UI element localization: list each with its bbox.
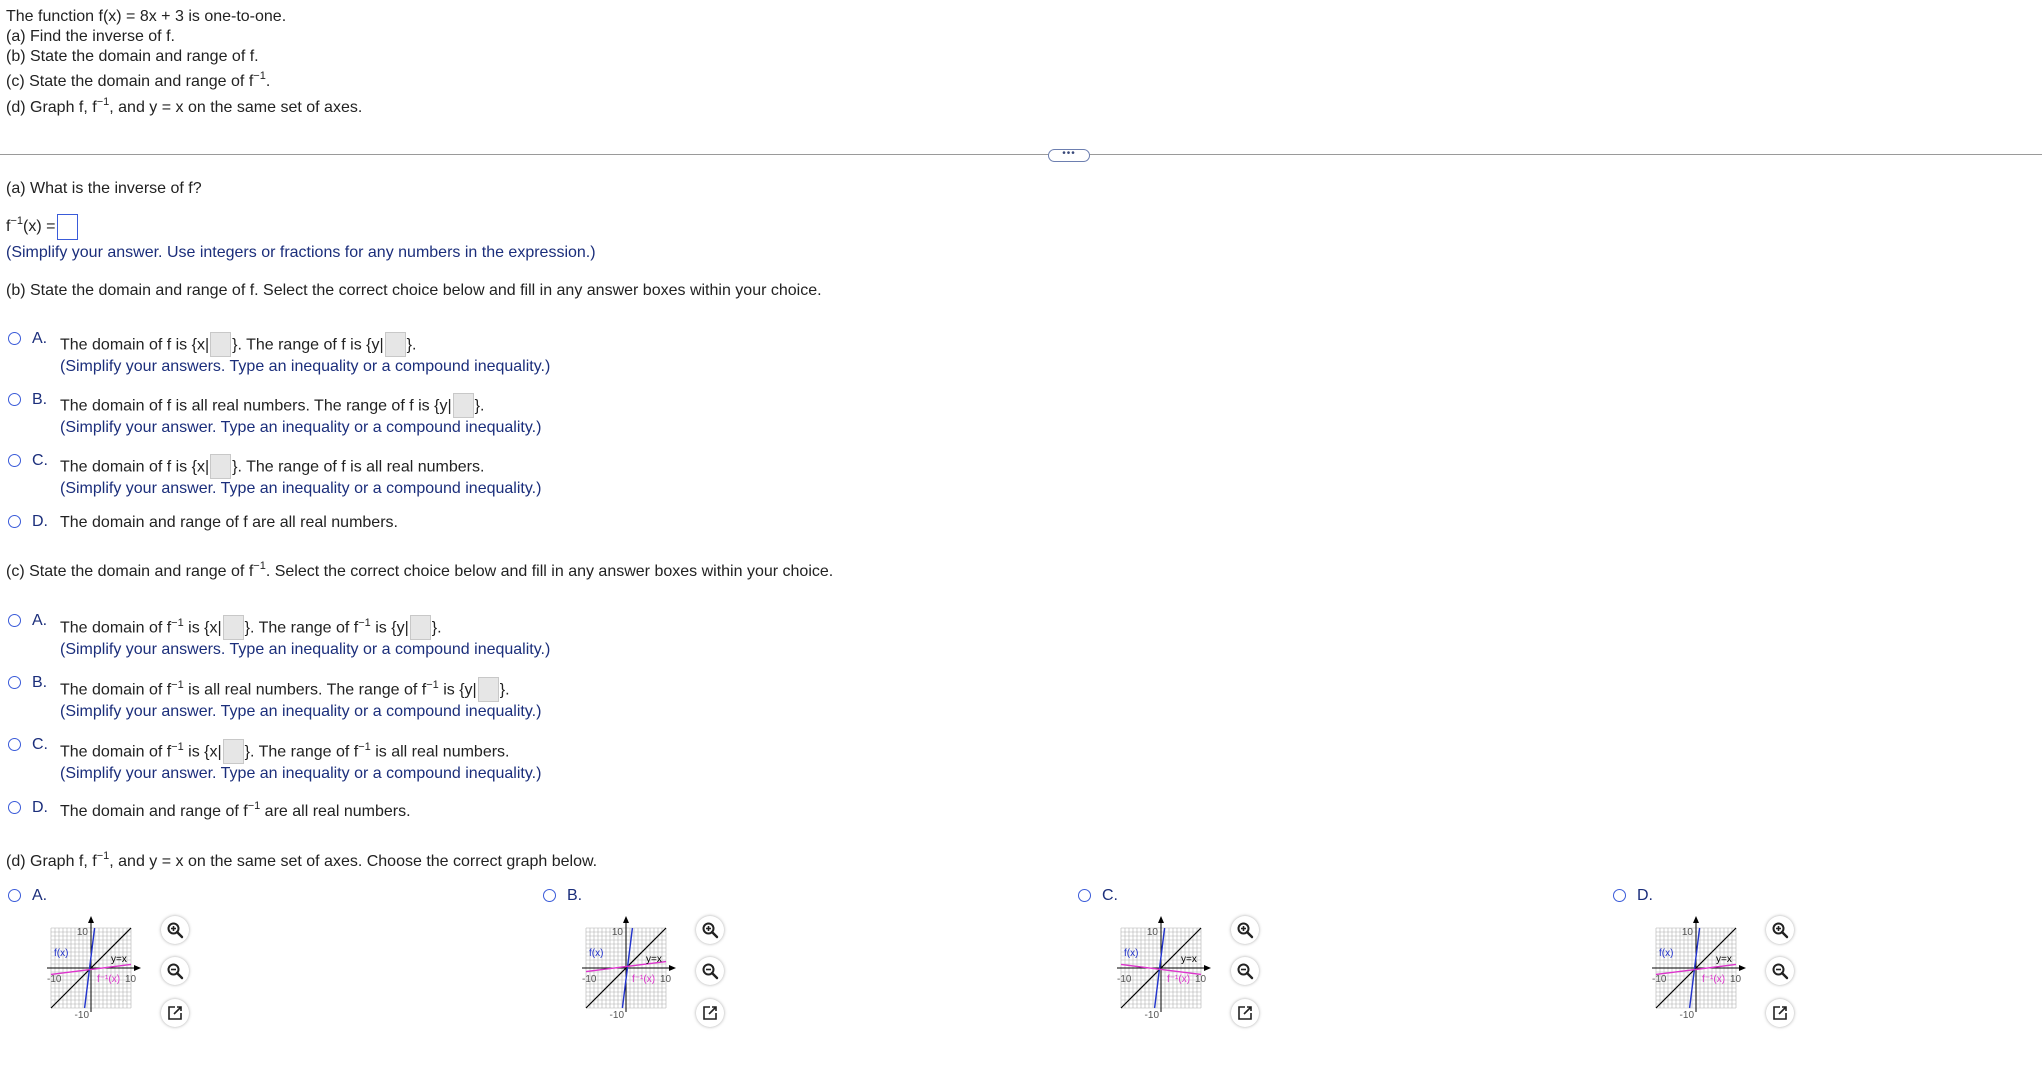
part-b-letter-b: B. xyxy=(32,391,48,408)
range-input[interactable] xyxy=(478,677,499,702)
choice-text: is {x| xyxy=(183,619,222,637)
superscript: −1 xyxy=(358,616,371,629)
zoom-in-icon-glyph xyxy=(1236,921,1254,939)
choice-text: The domain and range of f xyxy=(60,803,248,820)
part-c-letter-a: A. xyxy=(32,612,48,629)
y-arrow xyxy=(1693,916,1699,923)
part-c-radio-c[interactable] xyxy=(8,738,21,751)
choice-text: are all real numbers. xyxy=(260,803,411,820)
part-b-choice-c xyxy=(60,455,484,480)
domain-input[interactable] xyxy=(210,454,231,479)
tick-label-left: -10 xyxy=(47,974,62,985)
part-a-question: (a) What is the inverse of f? xyxy=(6,180,202,197)
part-b-radio-a[interactable] xyxy=(8,332,21,345)
open-new-window-icon[interactable] xyxy=(1766,999,1794,1027)
domain-input[interactable] xyxy=(223,739,244,764)
superscript: −1 xyxy=(253,70,266,82)
choice-text: is {y| xyxy=(370,619,409,637)
prompt-text: , and y = x on the same set of axes. Choose the correct graph below. xyxy=(109,853,598,870)
label-f-inverse: f⁻¹(x) xyxy=(632,974,656,985)
open-new-window-icon[interactable] xyxy=(1231,999,1259,1027)
problem-line-5-text: (d) Graph f, f xyxy=(6,99,97,116)
part-c-radio-a[interactable] xyxy=(8,614,21,627)
zoom-out-icon[interactable] xyxy=(696,957,724,985)
tick-label-right: 10 xyxy=(1195,974,1207,985)
problem-line-4-end: . xyxy=(265,73,271,90)
part-b-choice-c-hint: (Simplify your answer. Type an inequality or a compound inequality.) xyxy=(60,480,542,497)
graph-radio-3[interactable] xyxy=(1613,889,1626,902)
part-b-radio-d[interactable] xyxy=(8,515,21,528)
magnifier-handle xyxy=(1247,932,1252,937)
part-b-radio-b[interactable] xyxy=(8,393,21,406)
window-arrow xyxy=(709,1007,716,1014)
magnifier-handle xyxy=(1247,973,1252,978)
zoom-in-icon[interactable] xyxy=(161,916,189,944)
superscript: −1 xyxy=(253,560,266,572)
part-c-radio-d[interactable] xyxy=(8,801,21,814)
prompt-text: (c) State the domain and range of f xyxy=(6,563,254,580)
choice-text: is all real numbers. xyxy=(370,743,510,761)
zoom-in-icon[interactable] xyxy=(1231,916,1259,944)
graph-radio-2[interactable] xyxy=(1078,889,1091,902)
choice-text: The domain of f xyxy=(60,743,172,761)
label-y-equals-x: y=x xyxy=(1181,954,1197,965)
tick-label-bottom: -10 xyxy=(1679,1010,1694,1021)
zoom-out-icon[interactable] xyxy=(161,957,189,985)
zoom-in-icon-glyph xyxy=(166,921,184,939)
answer-label-f: f xyxy=(6,218,11,236)
x-arrow xyxy=(1739,965,1746,971)
problem-line-2: (a) Find the inverse of f. xyxy=(6,28,175,45)
magnifier-handle xyxy=(177,932,182,937)
magnifier-handle xyxy=(177,973,182,978)
y-arrow xyxy=(1158,916,1164,923)
superscript: −1 xyxy=(171,740,184,753)
problem-line-5-end: , and y = x on the same set of axes. xyxy=(109,99,363,116)
part-b-choice-b xyxy=(60,394,484,419)
part-a-answer-row xyxy=(6,214,78,240)
problem-line-5 xyxy=(6,96,363,117)
prompt-text: (d) Graph f, f xyxy=(6,853,97,870)
part-b-choice-a-hint: (Simplify your answers. Type an inequality or a compound inequality.) xyxy=(60,358,551,375)
zoom-out-icon-glyph xyxy=(1236,962,1254,980)
part-b-letter-d: D. xyxy=(32,513,48,530)
choice-text: }. The range of f xyxy=(244,743,359,761)
choice-text: }. The range of f is {y| xyxy=(232,336,384,354)
range-input[interactable] xyxy=(410,615,431,640)
label-y-equals-x: y=x xyxy=(111,954,127,965)
y-arrow xyxy=(623,916,629,923)
choice-text: }. xyxy=(474,397,485,415)
choice-text: }. xyxy=(499,681,510,699)
range-input[interactable] xyxy=(385,332,406,357)
magnifier-handle xyxy=(1782,932,1787,937)
tick-label-bottom: -10 xyxy=(1144,1010,1159,1021)
domain-input[interactable] xyxy=(223,615,244,640)
graph-thumbnail[interactable] xyxy=(36,913,146,1023)
choice-text: is {x| xyxy=(183,743,222,761)
tick-label-bottom: -10 xyxy=(609,1010,624,1021)
tick-label-bottom: -10 xyxy=(74,1010,89,1021)
label-y-equals-x: y=x xyxy=(646,954,662,965)
part-c-choice-b xyxy=(60,678,510,703)
choice-text: The domain of f is {x| xyxy=(60,458,210,476)
graph-letter: B. xyxy=(567,887,583,904)
label-f: f(x) xyxy=(54,948,69,959)
tick-label-top: 10 xyxy=(1681,927,1693,938)
answer-label-x: (x) = xyxy=(23,218,56,236)
part-c-choice-a xyxy=(60,616,442,641)
y-arrow xyxy=(88,916,94,923)
part-c-choice-b-hint: (Simplify your answer. Type an inequality or a compound inequality.) xyxy=(60,703,542,720)
prompt-text: . Select the correct choice below and fill in any answer boxes within your choice. xyxy=(265,563,834,580)
problem-line-4 xyxy=(6,70,271,91)
zoom-out-icon-glyph xyxy=(701,962,719,980)
choice-text: The domain of f is all real numbers. The range of f is {y| xyxy=(60,397,452,415)
tick-label-top: 10 xyxy=(76,927,88,938)
part-c-letter-b: B. xyxy=(32,674,48,691)
superscript: −1 xyxy=(426,678,439,691)
tick-label-right: 10 xyxy=(1730,974,1742,985)
superscript: −1 xyxy=(358,740,371,753)
x-arrow xyxy=(134,965,141,971)
graph-letter: D. xyxy=(1637,887,1653,904)
tick-label-right: 10 xyxy=(125,974,137,985)
choice-text: is {y| xyxy=(438,681,477,699)
open-new-window-icon[interactable] xyxy=(696,999,724,1027)
part-c-choice-d xyxy=(60,800,411,821)
open-new-window-icon-glyph xyxy=(1236,1004,1254,1022)
choice-text: The domain of f xyxy=(60,681,172,699)
zoom-in-icon-glyph xyxy=(1771,921,1789,939)
choice-text: }. The range of f xyxy=(244,619,359,637)
divider xyxy=(0,154,2042,155)
magnifier-handle xyxy=(712,932,717,937)
zoom-in-icon[interactable] xyxy=(696,916,724,944)
part-c-prompt xyxy=(6,560,834,581)
zoom-in-icon[interactable] xyxy=(1766,916,1794,944)
part-c-choice-c xyxy=(60,740,510,765)
graph-radio-1[interactable] xyxy=(543,889,556,902)
x-arrow xyxy=(1204,965,1211,971)
magnifier-handle xyxy=(1782,973,1787,978)
tick-label-left: -10 xyxy=(1652,974,1667,985)
zoom-out-icon[interactable] xyxy=(1231,957,1259,985)
choice-text: }. xyxy=(431,619,442,637)
window-arrow xyxy=(1244,1007,1251,1014)
superscript: −1 xyxy=(247,800,261,812)
choice-text: is all real numbers. The range of f xyxy=(183,681,427,699)
part-b-letter-c: C. xyxy=(32,452,48,469)
zoom-out-icon-glyph xyxy=(166,962,184,980)
label-f-inverse: f⁻¹(x) xyxy=(1702,974,1726,985)
part-c-letter-c: C. xyxy=(32,736,48,753)
label-f: f(x) xyxy=(1659,948,1674,959)
choice-text: The domain of f xyxy=(60,619,172,637)
choice-text: }. xyxy=(406,336,417,354)
part-b-choice-a xyxy=(60,333,416,358)
tick-label-left: -10 xyxy=(582,974,597,985)
part-b-letter-a: A. xyxy=(32,330,48,347)
domain-input[interactable] xyxy=(210,332,231,357)
graph-letter: A. xyxy=(32,887,48,904)
more-button[interactable]: ••• xyxy=(1048,149,1090,162)
magnifier-handle xyxy=(712,973,717,978)
label-f-inverse: f⁻¹(x) xyxy=(1167,974,1191,985)
inverse-answer-input[interactable] xyxy=(57,214,78,240)
part-c-choice-c-hint: (Simplify your answer. Type an inequality or a compound inequality.) xyxy=(60,765,542,782)
part-a-hint: (Simplify your answer. Use integers or fractions for any numbers in the expression.) xyxy=(6,244,596,261)
choice-text: The domain of f is {x| xyxy=(60,336,210,354)
problem-line-3: (b) State the domain and range of f. xyxy=(6,48,259,65)
part-c-choice-a-hint: (Simplify your answers. Type an inequality or a compound inequality.) xyxy=(60,641,551,658)
graph-thumbnail[interactable] xyxy=(1641,913,1751,1023)
label-f-inverse: f⁻¹(x) xyxy=(97,974,121,985)
superscript: −1 xyxy=(10,215,23,228)
choice-text: }. The range of f is all real numbers. xyxy=(232,458,485,476)
zoom-out-icon[interactable] xyxy=(1766,957,1794,985)
part-b-radio-c[interactable] xyxy=(8,454,21,467)
problem-line-1: The function f(x) = 8x + 3 is one-to-one. xyxy=(6,8,287,25)
range-input[interactable] xyxy=(453,393,474,418)
part-c-letter-d: D. xyxy=(32,799,48,816)
label-f: f(x) xyxy=(589,948,604,959)
superscript: −1 xyxy=(171,616,184,629)
zoom-in-icon-glyph xyxy=(701,921,719,939)
graph-letter: C. xyxy=(1102,887,1118,904)
window-arrow xyxy=(1779,1007,1786,1014)
part-b-choice-b-hint: (Simplify your answer. Type an inequality or a compound inequality.) xyxy=(60,419,542,436)
tick-label-right: 10 xyxy=(660,974,672,985)
graph-radio-0[interactable] xyxy=(8,889,21,902)
graph-thumbnail[interactable] xyxy=(571,913,681,1023)
tick-label-top: 10 xyxy=(611,927,623,938)
open-new-window-icon-glyph xyxy=(166,1004,184,1022)
open-new-window-icon-glyph xyxy=(701,1004,719,1022)
label-f: f(x) xyxy=(1124,948,1139,959)
problem-line-4-text: (c) State the domain and range of f xyxy=(6,73,254,90)
superscript: −1 xyxy=(171,678,184,691)
open-new-window-icon-glyph xyxy=(1771,1004,1789,1022)
window-arrow xyxy=(174,1007,181,1014)
open-new-window-icon[interactable] xyxy=(161,999,189,1027)
superscript: −1 xyxy=(96,96,110,108)
tick-label-left: -10 xyxy=(1117,974,1132,985)
part-c-radio-b[interactable] xyxy=(8,676,21,689)
superscript: −1 xyxy=(96,850,110,862)
x-arrow xyxy=(669,965,676,971)
graph-thumbnail[interactable] xyxy=(1106,913,1216,1023)
zoom-out-icon-glyph xyxy=(1771,962,1789,980)
tick-label-top: 10 xyxy=(1146,927,1158,938)
part-b-choice-d: The domain and range of f are all real numbers. xyxy=(60,514,398,531)
part-b-prompt: (b) State the domain and range of f. Select the correct choice below and fill in any answer boxes within your choice. xyxy=(6,282,822,299)
part-d-prompt xyxy=(6,850,598,871)
label-y-equals-x: y=x xyxy=(1716,954,1732,965)
